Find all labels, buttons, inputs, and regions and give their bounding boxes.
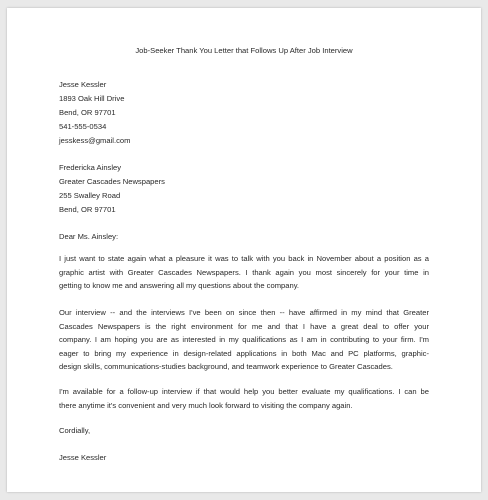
paragraph-line: Our interview -- and the interviews I've been on since then -- have affirmed in my mind that Greater bbox=[59, 308, 429, 317]
letter-page bbox=[7, 8, 481, 492]
closing: Cordially, bbox=[59, 426, 91, 435]
paragraph-2 bbox=[59, 306, 429, 374]
paragraph-line: there anytime it's convenient and very much look forward to visiting the company again. bbox=[59, 400, 353, 410]
letter-title: Job-Seeker Thank You Letter that Follows Up After Job Interview bbox=[135, 46, 353, 55]
sender-city: Bend, OR 97701 bbox=[59, 108, 116, 117]
recipient-name: Fredericka Ainsley bbox=[59, 163, 122, 172]
recipient-city: Bend, OR 97701 bbox=[59, 205, 116, 214]
sender-phone: 541-555-0534 bbox=[59, 122, 107, 131]
paragraph-line: company. I am hoping you are as interested in my qualifications as I am in contributing to your firm. I'm bbox=[59, 335, 429, 344]
paragraph-3 bbox=[59, 385, 429, 412]
paragraph-line: design skills, communications-studies background, and teamwork experience to Greater Cascades. bbox=[59, 362, 393, 371]
paragraph-line: Cascades Newspapers is the right environment for me and that I have a great deal to offer your bbox=[59, 321, 429, 331]
paragraph-line: graphic artist with Greater Cascades Newspapers. I thank again you most sincerely for your time in bbox=[59, 267, 429, 277]
sender-email: jesskess@gmail.com bbox=[59, 136, 131, 145]
sender-street: 1893 Oak Hill Drive bbox=[59, 94, 125, 103]
recipient-street: 255 Swalley Road bbox=[59, 191, 121, 200]
recipient-company: Greater Cascades Newspapers bbox=[59, 177, 165, 186]
signature: Jesse Kessler bbox=[59, 453, 107, 462]
paragraph-line: I just want to state again what a pleasure it was to talk with you back in November about a position as a bbox=[59, 254, 429, 263]
paragraph-line: eager to bring my experience in design-related applications in both Mac and PC platforms, graphic- bbox=[59, 348, 429, 358]
paragraph-line: getting to know me and answering all my questions about the company. bbox=[59, 281, 300, 290]
sender-name: Jesse Kessler bbox=[59, 80, 107, 89]
salutation: Dear Ms. Ainsley: bbox=[59, 232, 119, 241]
paragraph-line: I'm available for a follow-up interview if that would help you better evaluate my qualifications. I can be bbox=[59, 387, 429, 396]
paragraph-1 bbox=[59, 252, 429, 293]
